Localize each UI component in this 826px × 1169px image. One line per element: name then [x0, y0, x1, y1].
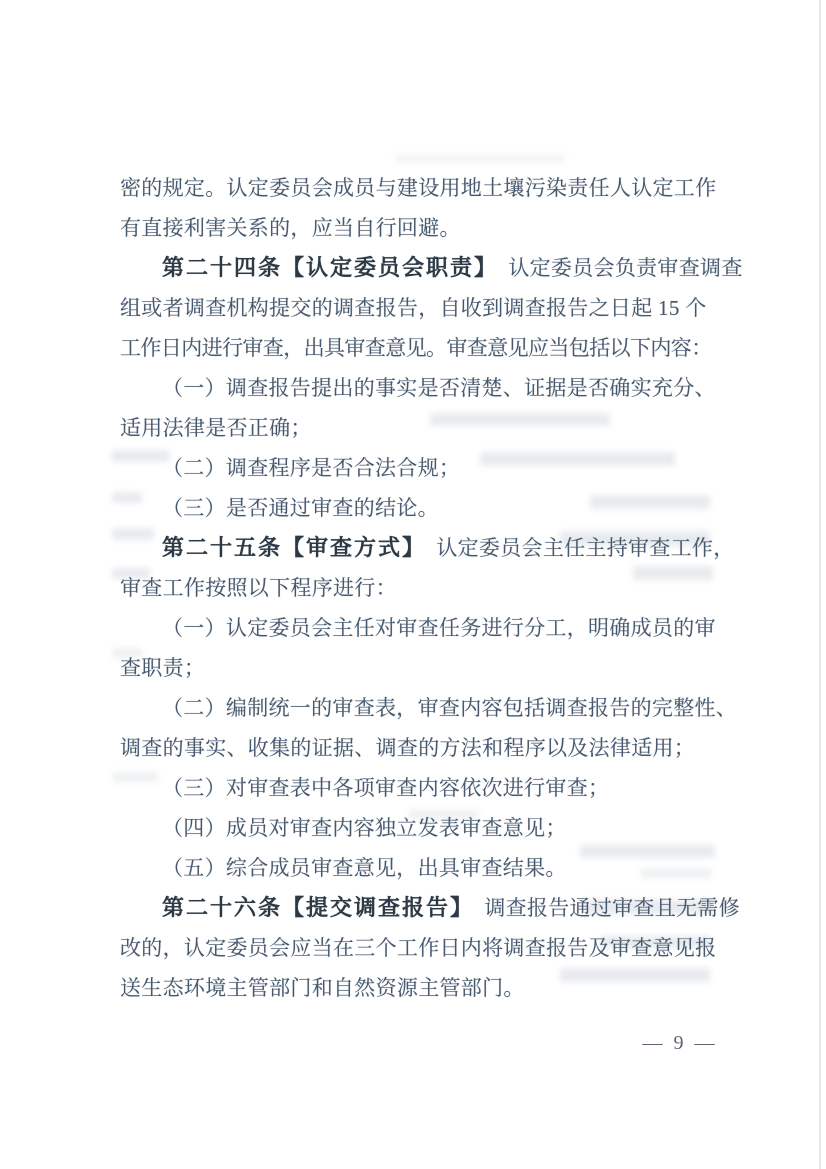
page-number: — 9 —: [642, 1032, 718, 1054]
text-line: 密的规定。认定委员会成员与建设用地土壤污染责任人认定工作: [120, 176, 717, 200]
text-line: 调查的事实、收集的证据、调查的方法和程序以及法律适用；: [120, 736, 696, 760]
article-heading: 第二十四条【认定委员会职责】: [162, 255, 488, 280]
list-item-line: （二）编制统一的审查表，审查内容包括调查报告的完整性、: [162, 696, 738, 720]
list-item-line: （一）调查报告提出的事实是否清楚、证据是否确实充分、: [162, 376, 716, 400]
text-line: 改的，认定委员会应当在三个工作日内将调查报告及审查意见报: [120, 936, 717, 960]
list-item-line: （三）对审查表中各项审查内容依次进行审查；: [162, 776, 610, 800]
article-heading: 第二十六条【提交调查报告】: [162, 895, 464, 920]
article-25-heading-line: 第二十五条【审查方式】 认定委员会主任主持审查工作，: [162, 535, 735, 560]
text-line: 审查工作按照以下程序进行：: [120, 576, 397, 600]
text-line: 送生态环境主管部门和自然资源主管部门。: [120, 976, 525, 1000]
article-26-heading-line: 第二十六条【提交调查报告】 调查报告通过审查且无需修: [162, 895, 740, 920]
text-line: 有直接利害关系的，应当自行回避。: [120, 216, 461, 240]
list-item-line: （三）是否通过审查的结论。: [162, 496, 439, 520]
document-body: [120, 168, 743, 1008]
list-item-line: （四）成员对审查内容独立发表审查意见；: [162, 816, 567, 840]
bleedthrough-mark: [395, 155, 565, 163]
list-item-line: （二）调查程序是否合法合规；: [162, 456, 461, 480]
list-item-line: （五）综合成员审查意见，出具审查结果。: [162, 856, 567, 880]
scanner-edge-line: [819, 0, 821, 1169]
text-line: 工作日内进行审查，出具审查意见。审查意见应当包括以下内容：: [120, 336, 712, 360]
article-24-heading-line: 第二十四条【认定委员会职责】 认定委员会负责审查调查: [162, 255, 743, 280]
text-line: 查职责；: [120, 656, 206, 680]
article-heading: 第二十五条【审查方式】: [162, 535, 416, 560]
list-item-line: （一）认定委员会主任对审查任务进行分工，明确成员的审: [162, 616, 716, 640]
text-line: 适用法律是否正确；: [120, 416, 312, 440]
text-line: 组或者调查机构提交的调查报告，自收到调查报告之日起 15 个: [120, 296, 707, 320]
